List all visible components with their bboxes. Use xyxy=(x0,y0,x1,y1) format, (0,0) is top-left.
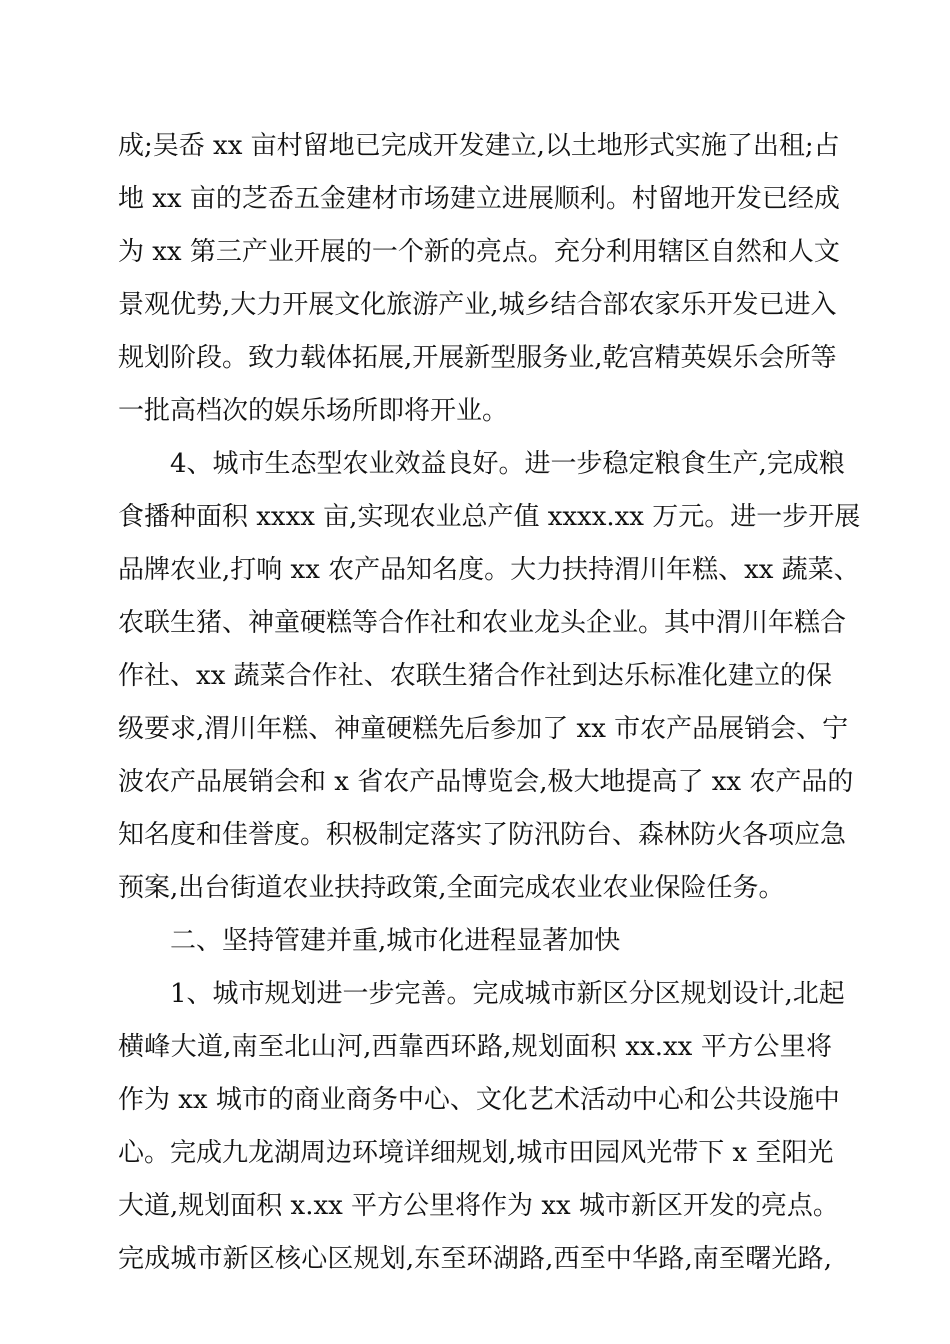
line-text: 知名度和佳誉度。积极制定落实了防汛防台、森林防火各项应急 xyxy=(118,820,847,850)
line-text: 规划阶段。致力载体拓展,开展新型服务业,乾宫精英娱乐会所等 xyxy=(118,343,837,373)
text-line xyxy=(0,868,950,908)
text-line xyxy=(0,974,950,1014)
text-line xyxy=(0,338,950,378)
text-line xyxy=(0,603,950,643)
text-line xyxy=(0,550,950,590)
line-text: 级要求,渭川年糕、神童硬糕先后参加了 xx 市农产品展销会、宁 xyxy=(118,714,849,744)
line-text: 波农产品展销会和 x 省农产品博览会,极大地提高了 xx 农产品的 xyxy=(118,767,854,797)
heading-text: 二、坚持管建并重,城市化进程显著加快 xyxy=(170,926,621,956)
text-line xyxy=(0,1080,950,1120)
text-line xyxy=(0,1133,950,1173)
text-line xyxy=(0,762,950,802)
text-line xyxy=(0,1186,950,1226)
line-text: 景观优势,大力开展文化旅游产业,城乡结合部农家乐开发已进入 xyxy=(118,290,837,320)
text-line xyxy=(0,444,950,484)
text-line xyxy=(0,1239,950,1279)
line-text: 一批高档次的娱乐场所即将开业。 xyxy=(118,396,509,426)
line-text: 农联生猪、神童硬糕等合作社和农业龙头企业。其中渭川年糕合 xyxy=(118,608,847,638)
line-text: 食播种面积 xxxx 亩,实现农业总产值 xxxx.xx 万元。进一步开展 xyxy=(118,502,861,532)
line-text: 作为 xx 城市的商业商务中心、文化艺术活动中心和公共设施中 xyxy=(118,1085,840,1115)
section-heading xyxy=(0,921,950,961)
line-text: 心。完成九龙湖周边环境详细规划,城市田园风光带下 x 至阳光 xyxy=(118,1138,834,1168)
line-text: 完成城市新区核心区规划,东至环湖路,西至中华路,南至曙光路, xyxy=(118,1244,832,1274)
line-text: 大道,规划面积 x.xx 平方公里将作为 xx 城市新区开发的亮点。 xyxy=(118,1191,839,1221)
text-line xyxy=(0,179,950,219)
line-text: 4、城市生态型农业效益良好。进一步稳定粮食生产,完成粮 xyxy=(170,449,845,479)
text-line xyxy=(0,232,950,272)
line-text: 作社、xx 蔬菜合作社、农联生猪合作社到达乐标准化建立的保 xyxy=(118,661,832,691)
text-line xyxy=(0,497,950,537)
line-text: 成;吴岙 xx 亩村留地已完成开发建立,以土地形式实施了出租;占 xyxy=(118,131,840,161)
line-text: 预案,出台街道农业扶持政策,全面完成农业农业保险任务。 xyxy=(118,873,785,903)
text-line xyxy=(0,285,950,325)
line-text: 地 xx 亩的芝岙五金建材市场建立进展顺利。村留地开发已经成 xyxy=(118,184,840,214)
text-line xyxy=(0,126,950,166)
text-line xyxy=(0,656,950,696)
line-text: 为 xx 第三产业开展的一个新的亮点。充分利用辖区自然和人文 xyxy=(118,237,840,267)
line-text: 横峰大道,南至北山河,西靠西环路,规划面积 xx.xx 平方公里将 xyxy=(118,1032,832,1062)
text-line xyxy=(0,709,950,749)
text-line xyxy=(0,815,950,855)
line-text: 品牌农业,打响 xx 农产品知名度。大力扶持渭川年糕、xx 蔬菜、 xyxy=(118,555,860,585)
text-line xyxy=(0,1027,950,1067)
text-line xyxy=(0,391,950,431)
line-text: 1、城市规划进一步完善。完成城市新区分区规划设计,北起 xyxy=(170,979,845,1009)
